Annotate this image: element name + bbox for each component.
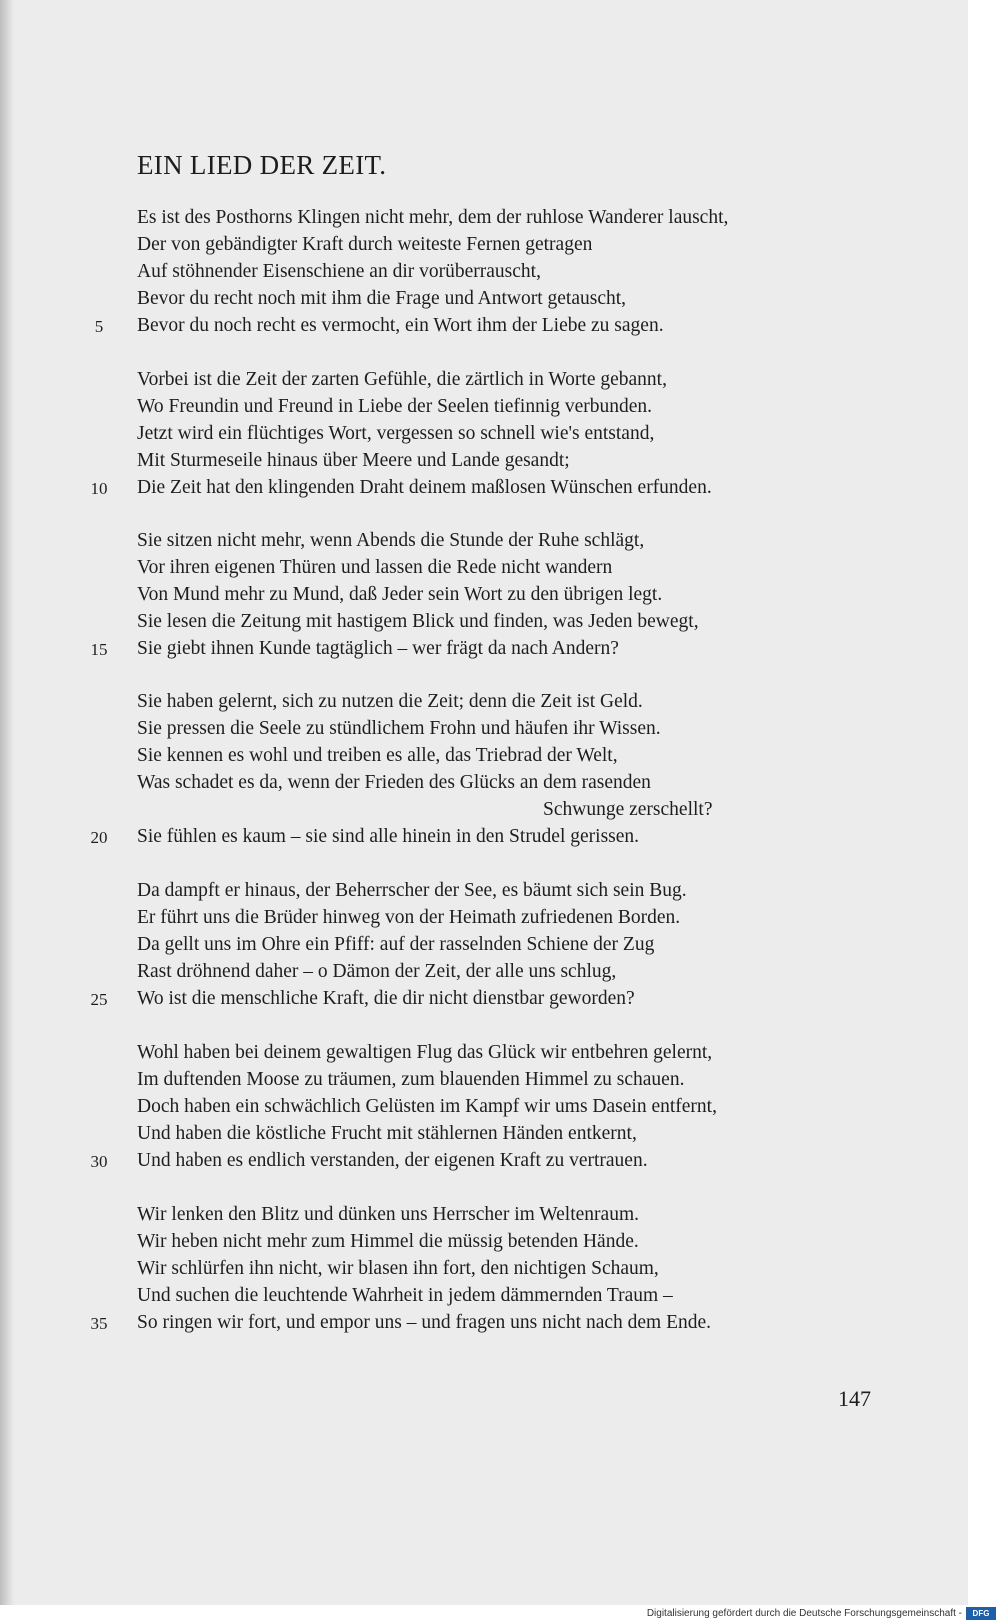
poem-line: Vor ihren eigenen Thüren und lassen die Rede nicht wandern [137, 557, 613, 578]
poem-title: EIN LIED DER ZEIT. [137, 150, 387, 180]
poem-line: Vorbei ist die Zeit der zarten Gefühle, die zärtlich in Worte gebannt, [137, 369, 667, 390]
poem-line: Wir heben nicht mehr zum Himmel die müssig betenden Hände. [137, 1231, 639, 1252]
poem-line: Sie haben gelernt, sich zu nutzen die Zeit; denn die Zeit ist Geld. [137, 691, 643, 712]
poem-line: Wir schlürfen ihn nicht, wir blasen ihn fort, den nichtigen Schaum, [137, 1258, 659, 1279]
poem-line: Doch haben ein schwächlich Gelüsten im Kampf wir ums Dasein entfernt, [137, 1096, 717, 1117]
poem-line: Sie kennen es wohl und treiben es alle, das Triebrad der Welt, [137, 745, 618, 766]
line-number: 25 [90, 990, 108, 1009]
poem-line-continuation: Schwunge zerschellt? [543, 799, 713, 820]
poem-line: Bevor du noch recht es vermocht, ein Wort ihm der Liebe zu sagen. [137, 315, 664, 336]
poem-line: Von Mund mehr zu Mund, daß Jeder sein Wort zu den übrigen legt. [137, 584, 663, 605]
poem-line: Wo Freundin und Freund in Liebe der Seelen tiefinnig verbunden. [137, 396, 653, 417]
page-number: 147 [838, 1386, 871, 1411]
poem-line: Auf stöhnender Eisenschiene an dir vorüberrauscht, [137, 261, 541, 282]
poem-line: Sie giebt ihnen Kunde tagtäglich – wer frägt da nach Andern? [137, 638, 619, 659]
poem-line: Jetzt wird ein flüchtiges Wort, vergessen so schnell wie's entstand, [137, 423, 655, 444]
poem-line: Was schadet es da, wenn der Frieden des Glücks an dem rasenden [137, 772, 651, 793]
line-number: 15 [90, 640, 108, 659]
poem-line: Mit Sturmeseile hinaus über Meere und Lande gesandt; [137, 450, 570, 471]
line-number: 30 [90, 1152, 108, 1171]
poem-line: Wir lenken den Blitz und dünken uns Herrscher im Weltenraum. [137, 1204, 639, 1225]
dfg-logo-icon: DFG [966, 1607, 996, 1620]
poem-line: Die Zeit hat den klingenden Draht deinem maßlosen Wünschen erfunden. [137, 477, 712, 498]
poem-line: Und suchen die leuchtende Wahrheit in jedem dämmernden Traum – [137, 1285, 673, 1306]
poem-line: Sie sitzen nicht mehr, wenn Abends die Stunde der Ruhe schlägt, [137, 530, 645, 551]
poem-line: Im duftenden Moose zu träumen, zum blauenden Himmel zu schauen. [137, 1069, 685, 1090]
poem-line: Da gellt uns im Ohre ein Pfiff: auf der rasselnden Schiene der Zug [137, 934, 655, 955]
poem-line: Sie pressen die Seele zu stündlichem Frohn und häufen ihr Wissen. [137, 718, 661, 739]
poem-line: Wo ist die menschliche Kraft, die dir nicht dienstbar geworden? [137, 988, 635, 1009]
line-number: 35 [90, 1314, 108, 1333]
line-number: 10 [90, 479, 108, 498]
poem-line: Und haben es endlich verstanden, der eigenen Kraft zu vertrauen. [137, 1150, 648, 1171]
poem-line: Wohl haben bei deinem gewaltigen Flug das Glück wir entbehren gelernt, [137, 1042, 713, 1063]
funding-credit: Digitalisierung gefördert durch die Deutsche Forschungsgemeinschaft - [646, 1608, 962, 1619]
poem-line: Er führt uns die Brüder hinweg von der Heimath zufriedenen Borden. [137, 907, 681, 928]
line-number: 20 [90, 828, 108, 847]
poem-line: Der von gebändigter Kraft durch weiteste Fernen getragen [137, 234, 593, 255]
poem-line: Sie fühlen es kaum – sie sind alle hinein in den Strudel gerissen. [137, 826, 640, 847]
poem-line: Es ist des Posthorns Klingen nicht mehr, dem der ruhlose Wanderer lauscht, [137, 207, 729, 228]
poem-line: Da dampft er hinaus, der Beherrscher der See, es bäumt sich sein Bug. [137, 880, 687, 901]
poem-line: So ringen wir fort, und empor uns – und fragen uns nicht nach dem Ende. [137, 1312, 712, 1333]
poem-line: Sie lesen die Zeitung mit hastigem Blick und finden, was Jeden bewegt, [137, 611, 699, 632]
poem-line: Und haben die köstliche Frucht mit stählernen Händen entkernt, [137, 1123, 637, 1144]
line-number: 5 [94, 317, 104, 336]
poem-line: Bevor du recht noch mit ihm die Frage und Antwort getauscht, [137, 288, 627, 309]
poem-line: Rast dröhnend daher – o Dämon der Zeit, der alle uns schlug, [137, 961, 617, 982]
